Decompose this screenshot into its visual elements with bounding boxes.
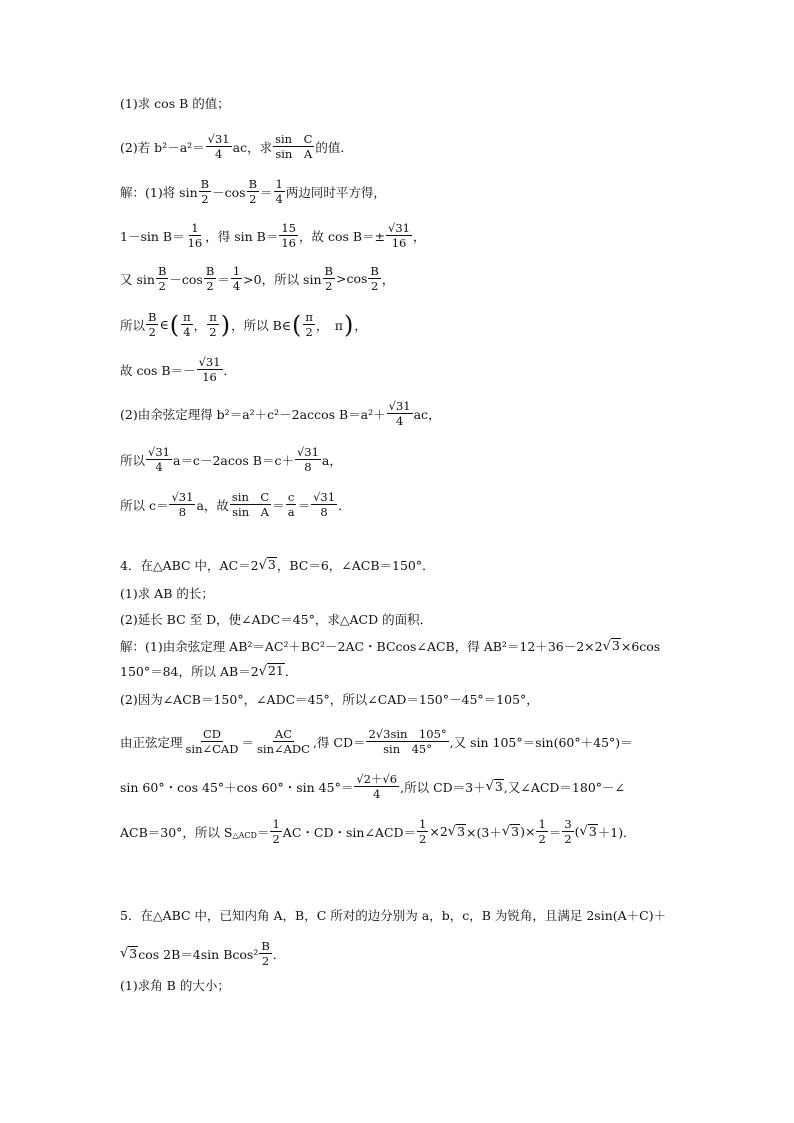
fraction-numerator: B <box>248 177 258 191</box>
radical-sign: √ <box>602 638 611 654</box>
fraction <box>323 265 335 292</box>
text-segment: 又 sin <box>120 271 155 287</box>
text-segment: cos 2B＝4sin Bcos² <box>138 946 259 962</box>
fraction <box>146 446 172 473</box>
fraction-denominator: 2 <box>158 279 166 294</box>
fraction-numerator: 1 <box>275 177 283 191</box>
fraction <box>181 311 193 338</box>
fraction-denominator: 4 <box>183 325 191 340</box>
fraction <box>197 356 223 383</box>
text-segment: ． <box>272 946 286 962</box>
text-segment: ×6cos <box>620 638 661 654</box>
fraction <box>204 265 216 292</box>
radicand: 21 <box>267 663 284 679</box>
fraction-denominator: 16 <box>281 236 296 251</box>
fraction <box>274 178 285 205</box>
fraction-denominator: 8 <box>320 505 328 520</box>
text-segment: ac， <box>413 406 441 422</box>
text-line <box>120 976 230 994</box>
text-segment: 4．在△ABC 中，AC＝2 <box>120 558 259 573</box>
fraction-denominator: 4 <box>155 460 163 475</box>
text-segment: ,得 CD＝ <box>312 734 366 750</box>
fraction <box>230 491 271 518</box>
fraction <box>295 446 321 473</box>
fraction-numerator: sin C <box>275 132 313 146</box>
fraction <box>386 222 412 249</box>
fraction <box>562 818 573 845</box>
text-segment: a， <box>321 452 342 468</box>
fraction <box>270 818 281 845</box>
fraction-numerator: 1 <box>191 221 199 235</box>
radicand: 3 <box>457 823 466 839</box>
fraction-numerator: √31 <box>207 132 230 146</box>
fraction-numerator: B <box>324 264 333 278</box>
fraction-denominator: 2 <box>201 192 209 207</box>
text-segment: ,又∠ACD＝180°－∠ <box>503 779 626 795</box>
fraction-numerator: √31 <box>198 355 221 369</box>
text-segment: >0，所以 sin <box>243 271 322 287</box>
text-segment: 所以 <box>120 317 146 333</box>
fraction <box>286 491 297 518</box>
fraction-numerator: sin C <box>231 490 270 504</box>
large-bracket: ) <box>343 310 354 339</box>
fraction-numerator: √2＋√6 <box>356 772 398 786</box>
large-bracket: ( <box>169 310 180 339</box>
text-segment: ＝ <box>272 497 285 513</box>
fraction-numerator: 15 <box>281 221 296 235</box>
text-line <box>120 690 539 708</box>
text-segment: ＝ <box>260 184 273 200</box>
fraction-denominator: 2 <box>370 279 379 294</box>
fraction-numerator: 2√3sin 105° <box>368 727 447 741</box>
text-line <box>120 728 633 755</box>
fraction <box>199 178 211 205</box>
fraction-numerator: 1 <box>538 817 546 831</box>
text-segment: >cos <box>335 271 368 287</box>
text-segment: ,所以 CD＝3＋ <box>400 779 486 795</box>
text-line <box>120 556 435 574</box>
text-segment: (1)求 AB 的长； <box>120 586 214 601</box>
fraction <box>259 940 271 967</box>
fraction-denominator: 4 <box>395 414 404 429</box>
text-segment: AC・CD・sin∠ACD＝ <box>282 824 417 840</box>
text-segment: (2)延长 BC 至 D，使∠ADC＝45°，求△ACD 的面积． <box>120 612 433 627</box>
fraction <box>231 265 242 292</box>
text-segment: ． <box>338 497 351 513</box>
fraction-denominator: 2 <box>206 279 214 294</box>
square-root <box>259 663 285 678</box>
square-root <box>259 557 277 572</box>
fraction <box>206 133 232 160</box>
square-root <box>580 824 598 839</box>
text-segment: ，得 sin B＝ <box>205 228 279 244</box>
text-line <box>120 584 214 602</box>
fraction-numerator: 3 <box>564 817 572 831</box>
text-segment: (1)求 cos B 的值； <box>120 96 230 111</box>
text-segment: ． <box>284 664 298 679</box>
radical-sign: √ <box>501 824 511 840</box>
fraction-numerator: B <box>370 264 379 278</box>
fraction-numerator: B <box>200 177 210 191</box>
fraction-denominator: 4 <box>214 147 223 162</box>
fraction-denominator: 4 <box>373 787 381 802</box>
large-bracket: ( <box>292 310 302 339</box>
fraction-denominator: 2 <box>272 832 280 847</box>
text-line <box>120 178 386 205</box>
fraction <box>366 728 448 755</box>
radical-sign: √ <box>258 557 267 573</box>
fraction-numerator: √31 <box>313 490 336 504</box>
fraction <box>184 728 241 755</box>
text-segment: ，所以 B∈ <box>231 317 292 333</box>
fraction <box>247 178 259 205</box>
text-segment: ,又 sin 105°＝sin(60°＋45°)＝ <box>449 734 633 750</box>
radical-sign: √ <box>120 946 129 962</box>
text-line <box>120 222 426 249</box>
radical-sign: √ <box>447 824 457 840</box>
radicand: 3 <box>267 557 276 573</box>
fraction-numerator: 1 <box>232 264 241 278</box>
text-segment: ACB＝30°，所以 S <box>120 824 233 840</box>
text-segment: )× <box>520 824 536 840</box>
radicand: 3 <box>511 823 520 839</box>
text-segment: ×(3＋ <box>466 824 502 840</box>
fraction-denominator: 16 <box>391 236 407 251</box>
fraction-denominator: 8 <box>304 460 312 475</box>
fraction-denominator: sin A <box>275 147 313 162</box>
fraction <box>368 265 380 292</box>
text-segment: 1－sin B＝ <box>120 228 185 244</box>
text-segment: ＝ <box>256 824 270 840</box>
fraction-denominator: 2 <box>249 192 257 207</box>
radicand: 3 <box>129 945 138 961</box>
text-segment: a＝c－2acos B＝c＋ <box>172 452 294 468</box>
fraction-denominator: 4 <box>232 279 241 294</box>
fraction-denominator: 2 <box>305 325 313 340</box>
text-line <box>120 356 236 383</box>
radicand: 3 <box>588 823 597 839</box>
fraction <box>387 400 413 427</box>
fraction <box>255 728 312 755</box>
fraction <box>156 265 168 292</box>
fraction-denominator: 2 <box>261 954 270 969</box>
radical-sign: √ <box>258 663 267 679</box>
text-segment: a，故 <box>196 497 229 513</box>
text-segment: ( <box>574 824 580 840</box>
fraction <box>186 222 205 249</box>
fraction <box>207 311 219 338</box>
fraction-numerator: √31 <box>296 445 319 459</box>
text-segment: 150°＝84，所以 AB＝2 <box>120 664 259 679</box>
fraction <box>536 818 547 845</box>
text-segment: 故 cos B＝－ <box>120 362 196 378</box>
fraction-numerator: B <box>148 310 157 324</box>
radical-sign: √ <box>485 779 494 795</box>
text-segment: 的值． <box>315 139 353 155</box>
fraction <box>311 491 337 518</box>
text-segment: ac，求 <box>232 139 273 155</box>
text-segment: ＝ <box>241 734 254 750</box>
text-segment: ＝ <box>297 497 311 513</box>
fraction-denominator: sin 45° <box>383 742 432 757</box>
text-segment: ， <box>193 317 207 333</box>
fraction-numerator: B <box>205 264 215 278</box>
text-segment: ＝ <box>217 271 230 287</box>
text-line <box>120 662 297 680</box>
fraction-numerator: AC <box>274 727 293 741</box>
fraction-numerator: π <box>183 310 191 324</box>
fraction <box>303 311 315 338</box>
fraction <box>279 222 298 249</box>
text-segment: (2)因为∠ACB＝150°，∠ADC＝45°，所以∠CAD＝150°－45°＝105°， <box>120 692 539 707</box>
fraction-numerator: √31 <box>388 221 410 235</box>
fraction-denominator: 16 <box>202 370 217 385</box>
text-segment: ，BC＝6，∠ACB＝150°． <box>276 558 435 573</box>
text-segment: 由正弦定理 <box>120 734 183 750</box>
radicand: 3 <box>611 638 620 654</box>
text-segment: 两边同时平方得， <box>285 184 386 200</box>
square-root <box>486 779 504 794</box>
fraction-numerator: B <box>261 939 270 953</box>
text-segment: 所以 <box>120 452 146 468</box>
fraction-denominator: 2 <box>209 325 217 340</box>
fraction-numerator: B <box>157 264 167 278</box>
fraction-denominator: 2 <box>148 325 156 340</box>
fraction-denominator: sin∠ADC <box>256 742 310 757</box>
text-segment: (2)若 b²－a²＝ <box>120 139 205 155</box>
fraction <box>417 818 428 845</box>
fraction <box>354 773 399 800</box>
text-line <box>120 94 230 112</box>
text-segment: ＝ <box>548 824 562 840</box>
fraction-numerator: √31 <box>388 399 411 413</box>
text-segment: sin 60°・cos 45°＋cos 60°・sin 45°＝ <box>120 779 354 795</box>
radical-sign: √ <box>579 824 588 840</box>
text-segment: ， <box>354 317 367 333</box>
text-segment: 解：(1)由余弦定理 AB²＝AC²＋BC²－2AC・BCcos∠ACB，得 AB²＝12＋36－2×2 <box>120 639 603 654</box>
fraction-denominator: sin A <box>232 505 269 520</box>
text-segment: －cos <box>169 271 203 287</box>
text-line <box>120 610 432 628</box>
fraction-numerator: π <box>305 310 313 324</box>
large-bracket: ) <box>220 310 231 339</box>
fraction-denominator: 8 <box>178 505 187 520</box>
fraction <box>169 491 195 518</box>
square-root <box>120 946 138 961</box>
text-segment: ， <box>381 271 395 287</box>
text-segment: (1)求角 B 的大小； <box>120 978 230 993</box>
text-line <box>120 773 625 800</box>
text-line <box>120 637 660 655</box>
fraction-denominator: a <box>287 505 295 520</box>
text-line <box>120 311 367 338</box>
fraction <box>273 133 314 160</box>
text-segment: ∈ <box>159 317 169 333</box>
text-segment: 解：(1)将 sin <box>120 184 198 200</box>
text-line <box>120 400 441 427</box>
text-segment: －cos <box>212 184 246 200</box>
fraction <box>146 311 158 338</box>
text-line <box>120 265 394 292</box>
text-segment: ， <box>413 228 426 244</box>
text-segment: ． <box>223 362 237 378</box>
subscript: △ACD <box>232 831 257 841</box>
text-line <box>120 446 342 473</box>
text-line <box>120 906 666 924</box>
text-segment: ， π <box>315 317 343 333</box>
text-segment: 所以 c＝ <box>120 497 169 513</box>
radicand: 3 <box>494 778 503 794</box>
fraction-denominator: sin∠CAD <box>185 742 239 757</box>
fraction-numerator: 1 <box>272 817 280 831</box>
fraction-denominator: 2 <box>538 832 546 847</box>
fraction-numerator: CD <box>202 727 221 741</box>
fraction-numerator: π <box>209 310 217 324</box>
text-line <box>120 940 285 967</box>
text-segment: ＋1)． <box>597 824 636 840</box>
text-segment: ，故 cos B＝± <box>298 228 386 244</box>
fraction-numerator: 1 <box>419 817 427 831</box>
text-segment: 5．在△ABC 中，已知内角 A，B，C 所对的边分别为 a，b，c，B 为锐角，且满足 2sin(A＋C)＋ <box>120 908 667 923</box>
fraction-numerator: √31 <box>148 445 170 459</box>
fraction-numerator: √31 <box>171 490 194 504</box>
square-root <box>502 824 520 839</box>
text-line <box>120 818 636 845</box>
fraction-denominator: 2 <box>325 279 333 294</box>
fraction-denominator: 2 <box>419 832 427 847</box>
fraction-denominator: 2 <box>564 832 572 847</box>
text-line <box>120 491 351 518</box>
text-line <box>120 133 353 160</box>
square-root <box>448 824 466 839</box>
text-segment: (2)由余弦定理得 b²＝a²＋c²－2accos B＝a²＋ <box>120 406 386 422</box>
fraction-denominator: 16 <box>187 236 203 251</box>
square-root <box>603 638 621 653</box>
fraction-denominator: 4 <box>275 192 283 207</box>
fraction-numerator: c <box>287 490 295 504</box>
text-segment: ×2 <box>429 824 448 840</box>
